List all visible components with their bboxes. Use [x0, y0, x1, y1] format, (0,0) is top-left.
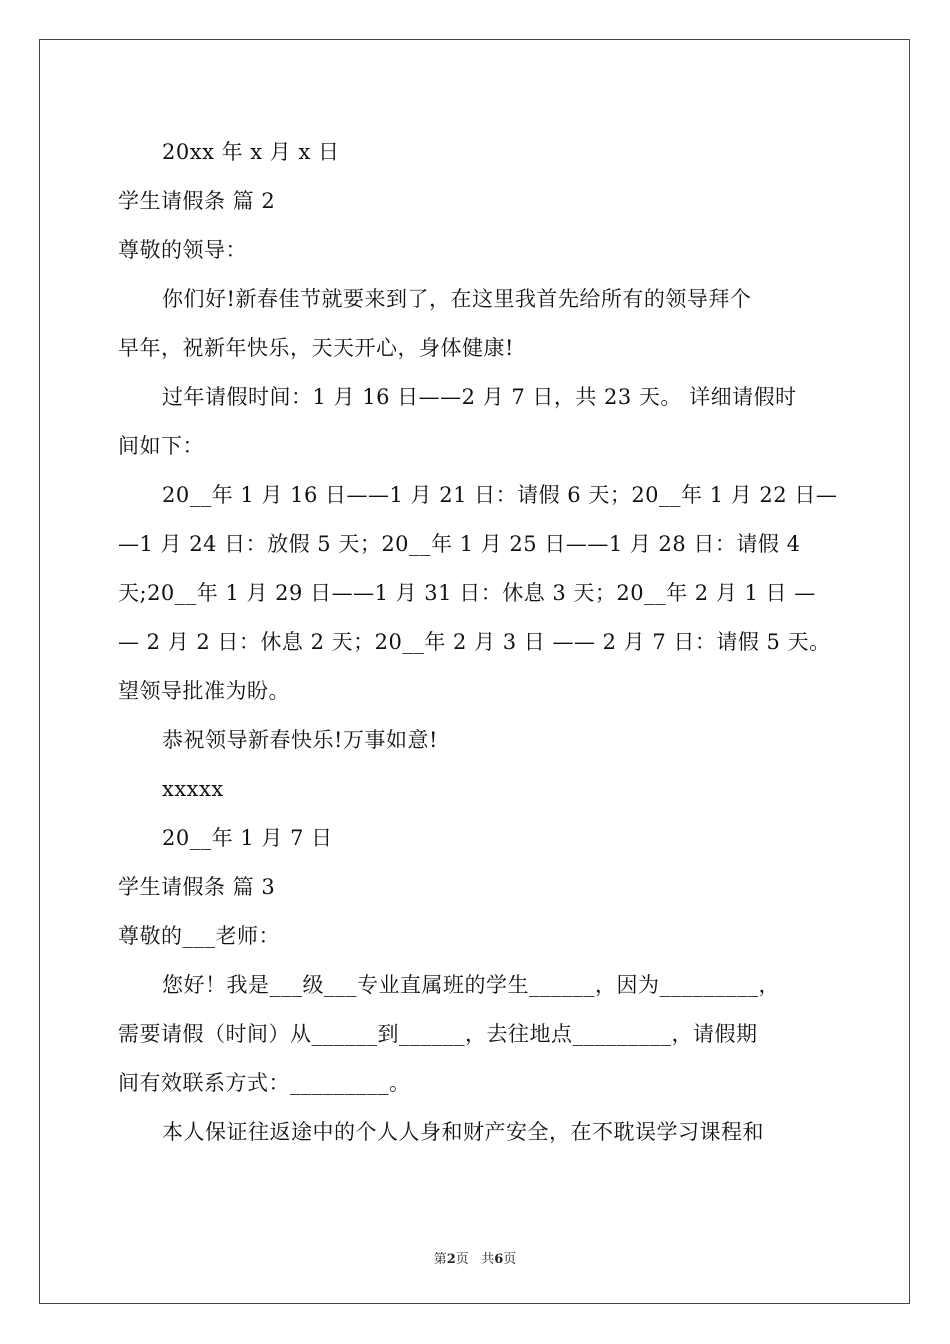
signature-line: xxxxx — [162, 777, 224, 801]
total-prefix: 共 — [481, 1252, 495, 1267]
paragraph-line: —1 月 24 日：放假 5 天；20__年 1 月 25 日——1 月 28 日：请假 4 — [118, 532, 801, 556]
page-footer — [0, 1248, 950, 1267]
page-prefix: 第 — [433, 1252, 447, 1267]
date-line: 20xx 年 x 月 x 日 — [162, 140, 340, 164]
page-number: 2 — [446, 1252, 456, 1267]
total-pages: 6 — [494, 1252, 504, 1267]
salutation: 尊敬的领导： — [118, 238, 247, 262]
closing-line: 恭祝领导新春快乐!万事如意! — [162, 728, 438, 752]
paragraph-line: 本人保证往返途中的个人人身和财产安全，在不耽误学习课程和 — [162, 1120, 764, 1144]
total-suffix: 页 — [503, 1252, 517, 1267]
paragraph-line: — 2 月 2 日：休息 2 天；20__年 2 月 3 日 —— 2 月 7 日：请假 5 天。 — [118, 630, 831, 654]
document-body — [118, 128, 858, 1157]
paragraph-line: 天;20__年 1 月 29 日——1 月 31 日：休息 3 天；20__年 2 月 1 日 — — [118, 581, 816, 605]
section-heading: 学生请假条 篇 2 — [118, 189, 276, 213]
page-suffix: 页 — [455, 1252, 469, 1267]
paragraph-line: 过年请假时间：1 月 16 日——2 月 7 日，共 23 天。 详细请假时 — [162, 385, 797, 409]
salutation: 尊敬的___老师： — [118, 924, 280, 948]
paragraph-line: 早年，祝新年快乐，天天开心，身体健康! — [118, 336, 514, 360]
section-heading: 学生请假条 篇 3 — [118, 875, 276, 899]
paragraph-line: 望领导批准为盼。 — [118, 679, 290, 703]
paragraph-line: 需要请假（时间）从______到______，去往地点_________，请假期 — [118, 1022, 758, 1046]
date-line: 20__年 1 月 7 日 — [162, 826, 333, 850]
paragraph-line: 20__年 1 月 16 日——1 月 21 日：请假 6 天；20__年 1 月 22 日— — [162, 483, 838, 507]
paragraph-line: 你们好!新春佳节就要来到了，在这里我首先给所有的领导拜个 — [162, 287, 752, 311]
paragraph-line: 间如下： — [118, 434, 204, 458]
paragraph-line: 您好！我是___级___专业直属班的学生______，因为_________， — [162, 973, 780, 997]
paragraph-line: 间有效联系方式：_________。 — [118, 1071, 411, 1095]
